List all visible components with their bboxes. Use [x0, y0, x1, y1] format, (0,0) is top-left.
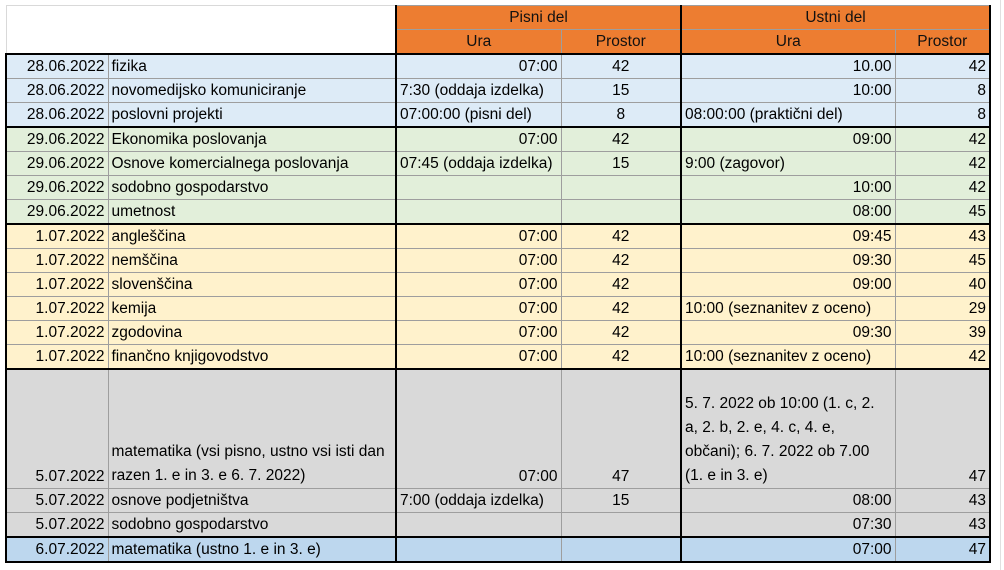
oral-room-cell[interactable]: 40	[895, 273, 990, 297]
subject-cell[interactable]: matematika (vsi pisno, ustno vsi isti dan razen 1. e in 3. e 6. 7. 2022)	[108, 369, 396, 489]
date-cell[interactable]: 29.06.2022	[6, 200, 108, 225]
date-cell[interactable]: 1.07.2022	[6, 297, 108, 321]
table-row	[6, 537, 990, 562]
date-cell[interactable]: 5.07.2022	[6, 369, 108, 489]
written-room-cell[interactable]	[561, 176, 681, 200]
date-cell[interactable]: 28.06.2022	[6, 79, 108, 103]
oral-time-cell[interactable]: 08:00	[681, 489, 895, 513]
written-time-cell[interactable]: 7:30 (oddaja izdelka)	[396, 79, 561, 103]
header-ustni-del[interactable]: Ustni del	[681, 6, 990, 30]
oral-time-cell[interactable]: 5. 7. 2022 ob 10:00 (1. c, 2. a, 2. b, 2. e, 4. c, 4. e, občani); 6. 7. 2022 ob 7.00 (1. e in 3. e)	[681, 369, 895, 489]
gridline	[1000, 0, 1001, 570]
oral-room-cell[interactable]: 43	[895, 489, 990, 513]
written-room-cell[interactable]: 15	[561, 79, 681, 103]
written-room-cell[interactable]: 42	[561, 224, 681, 249]
oral-time-cell[interactable]: 07:00	[681, 537, 895, 562]
written-time-cell[interactable]: 07:00	[396, 345, 561, 370]
oral-room-cell[interactable]: 42	[895, 54, 990, 79]
written-time-cell[interactable]	[396, 537, 561, 562]
date-cell[interactable]: 1.07.2022	[6, 249, 108, 273]
table-row	[6, 369, 990, 489]
table-row	[6, 249, 990, 273]
date-cell[interactable]: 1.07.2022	[6, 345, 108, 370]
oral-time-cell[interactable]: 08:00	[681, 200, 895, 225]
written-time-cell[interactable]: 7:00 (oddaja izdelka)	[396, 489, 561, 513]
oral-time-cell[interactable]: 09:30	[681, 321, 895, 345]
subject-cell[interactable]: sodobno gospodarstvo	[108, 176, 396, 200]
subject-cell[interactable]: finančno knjigovodstvo	[108, 345, 396, 370]
written-time-cell[interactable]: 07:00:00 (pisni del)	[396, 103, 561, 128]
written-room-cell[interactable]: 42	[561, 345, 681, 370]
written-room-cell[interactable]: 15	[561, 489, 681, 513]
oral-room-cell[interactable]: 29	[895, 297, 990, 321]
oral-room-cell[interactable]: 47	[895, 369, 990, 489]
written-time-cell[interactable]: 07:00	[396, 224, 561, 249]
date-cell[interactable]: 5.07.2022	[6, 489, 108, 513]
date-cell[interactable]: 1.07.2022	[6, 321, 108, 345]
table-row	[6, 103, 990, 128]
oral-time-cell[interactable]: 10:00	[681, 79, 895, 103]
table-row	[6, 79, 990, 103]
written-time-cell[interactable]	[396, 200, 561, 225]
written-room-cell[interactable]	[561, 513, 681, 538]
written-room-cell[interactable]: 42	[561, 54, 681, 79]
date-cell[interactable]: 5.07.2022	[6, 513, 108, 538]
date-cell[interactable]: 29.06.2022	[6, 127, 108, 152]
header-ura-ustni[interactable]: Ura	[681, 30, 895, 55]
date-cell[interactable]: 29.06.2022	[6, 176, 108, 200]
oral-room-cell[interactable]: 47	[895, 537, 990, 562]
subject-cell[interactable]: kemija	[108, 297, 396, 321]
table-row	[6, 321, 990, 345]
oral-time-cell[interactable]: 9:00 (zagovor)	[681, 152, 895, 176]
oral-time-cell[interactable]: 10:00 (seznanitev z oceno)	[681, 297, 895, 321]
table-row	[6, 513, 990, 538]
oral-room-cell[interactable]: 43	[895, 224, 990, 249]
subject-cell[interactable]: Ekonomika poslovanja	[108, 127, 396, 152]
subject-cell[interactable]: poslovni projekti	[108, 103, 396, 128]
subject-cell[interactable]: sodobno gospodarstvo	[108, 513, 396, 538]
empty-header-cell[interactable]	[6, 6, 396, 55]
oral-time-cell[interactable]: 10:00	[681, 176, 895, 200]
subject-cell[interactable]: novomedijsko komuniciranje	[108, 79, 396, 103]
subject-cell[interactable]: umetnost	[108, 200, 396, 225]
table-row	[6, 54, 990, 79]
written-room-cell[interactable]: 42	[561, 321, 681, 345]
oral-time-cell[interactable]: 09:00	[681, 273, 895, 297]
table-row	[6, 345, 990, 370]
subject-cell[interactable]: osnove podjetništva	[108, 489, 396, 513]
written-time-cell[interactable]: 07:00	[396, 54, 561, 79]
table-row	[6, 200, 990, 225]
header-prostor-pisni[interactable]: Prostor	[561, 30, 681, 55]
written-room-cell[interactable]: 42	[561, 273, 681, 297]
table-row	[6, 224, 990, 249]
oral-room-cell[interactable]: 45	[895, 200, 990, 225]
oral-time-cell[interactable]: 07:30	[681, 513, 895, 538]
oral-time-cell[interactable]: 08:00:00 (praktični del)	[681, 103, 895, 128]
written-room-cell[interactable]	[561, 200, 681, 225]
written-room-cell[interactable]: 42	[561, 297, 681, 321]
oral-room-cell[interactable]: 43	[895, 513, 990, 538]
written-room-cell[interactable]: 42	[561, 249, 681, 273]
table-row	[6, 297, 990, 321]
written-time-cell[interactable]: 07:45 (oddaja izdelka)	[396, 152, 561, 176]
written-time-cell[interactable]: 07:00	[396, 369, 561, 489]
written-time-cell[interactable]: 07:00	[396, 321, 561, 345]
exam-schedule-table	[5, 5, 991, 563]
oral-time-cell[interactable]: 09:00	[681, 127, 895, 152]
written-time-cell[interactable]: 07:00	[396, 127, 561, 152]
oral-room-cell[interactable]: 42	[895, 127, 990, 152]
oral-room-cell[interactable]: 42	[895, 345, 990, 370]
subject-cell[interactable]: Osnove komercialnega poslovanja	[108, 152, 396, 176]
table-row	[6, 127, 990, 152]
oral-room-cell[interactable]: 42	[895, 176, 990, 200]
date-cell[interactable]: 1.07.2022	[6, 224, 108, 249]
header-pisni-del[interactable]: Pisni del	[396, 6, 681, 30]
written-room-cell[interactable]: 8	[561, 103, 681, 128]
subject-cell[interactable]: slovenščina	[108, 273, 396, 297]
oral-room-cell[interactable]: 39	[895, 321, 990, 345]
header-ura-pisni[interactable]: Ura	[396, 30, 561, 55]
oral-room-cell[interactable]: 45	[895, 249, 990, 273]
header-prostor-ustni[interactable]: Prostor	[895, 30, 990, 55]
table-row	[6, 176, 990, 200]
oral-room-cell[interactable]: 42	[895, 152, 990, 176]
subject-cell[interactable]: matematika (ustno 1. e in 3. e)	[108, 537, 396, 562]
written-room-cell[interactable]	[561, 537, 681, 562]
date-cell[interactable]: 6.07.2022	[6, 537, 108, 562]
oral-room-cell[interactable]: 8	[895, 103, 990, 128]
written-room-cell[interactable]: 47	[561, 369, 681, 489]
date-cell[interactable]: 1.07.2022	[6, 273, 108, 297]
written-room-cell[interactable]: 15	[561, 152, 681, 176]
written-room-cell[interactable]: 42	[561, 127, 681, 152]
table-row	[6, 489, 990, 513]
oral-time-cell[interactable]: 10:00 (seznanitev z oceno)	[681, 345, 895, 370]
date-cell[interactable]: 29.06.2022	[6, 152, 108, 176]
oral-room-cell[interactable]: 8	[895, 79, 990, 103]
date-cell[interactable]: 28.06.2022	[6, 103, 108, 128]
table-row	[6, 152, 990, 176]
written-time-cell[interactable]	[396, 176, 561, 200]
written-time-cell[interactable]	[396, 513, 561, 538]
written-time-cell[interactable]: 07:00	[396, 249, 561, 273]
subject-cell[interactable]: angleščina	[108, 224, 396, 249]
written-time-cell[interactable]: 07:00	[396, 297, 561, 321]
subject-cell[interactable]: nemščina	[108, 249, 396, 273]
date-cell[interactable]: 28.06.2022	[6, 54, 108, 79]
subject-cell[interactable]: fizika	[108, 54, 396, 79]
written-time-cell[interactable]: 07:00	[396, 273, 561, 297]
oral-time-cell[interactable]: 09:30	[681, 249, 895, 273]
table-row	[6, 273, 990, 297]
subject-cell[interactable]: zgodovina	[108, 321, 396, 345]
oral-time-cell[interactable]: 10.00	[681, 54, 895, 79]
oral-time-cell[interactable]: 09:45	[681, 224, 895, 249]
